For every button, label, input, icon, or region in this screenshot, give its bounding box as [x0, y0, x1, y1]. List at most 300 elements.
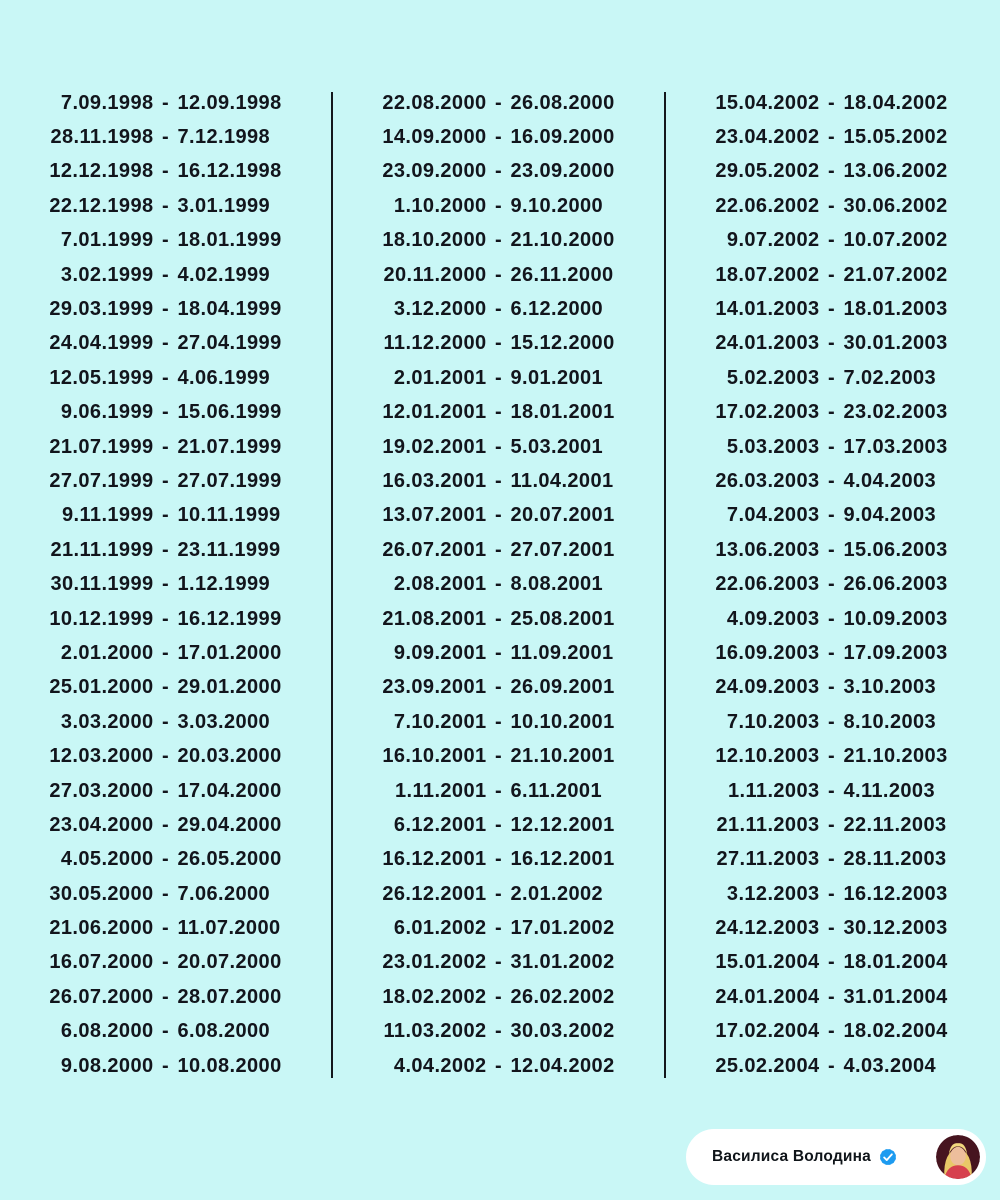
end-date: 12.04.2002	[510, 1054, 615, 1077]
date-separator: -	[161, 538, 170, 561]
start-date: 26.07.2000	[49, 985, 154, 1008]
start-date: 7.10.2001	[393, 710, 487, 733]
end-date: 28.11.2003	[843, 848, 947, 871]
end-date: 15.06.1999	[177, 401, 282, 424]
end-date: 18.04.2002	[843, 91, 948, 114]
start-date: 16.09.2003	[715, 641, 820, 664]
end-date: 4.04.2003	[843, 469, 937, 492]
end-date: 17.01.2000	[177, 641, 282, 664]
end-date: 28.07.2000	[177, 985, 282, 1008]
date-range-row	[0, 1015, 331, 1049]
end-date: 4.11.2003	[843, 779, 935, 802]
start-date: 30.05.2000	[49, 882, 154, 905]
date-range-row	[333, 636, 664, 670]
end-date: 22.11.2003	[843, 813, 947, 836]
end-date: 16.12.1998	[177, 160, 282, 183]
end-date: 11.07.2000	[177, 917, 281, 940]
date-range-row	[333, 189, 664, 223]
start-date: 4.04.2002	[393, 1054, 487, 1077]
end-date: 2.01.2002	[510, 882, 604, 905]
end-date: 15.12.2000	[510, 332, 615, 355]
end-date: 20.03.2000	[177, 745, 282, 768]
date-separator: -	[494, 951, 503, 974]
end-date: 6.12.2000	[510, 298, 604, 321]
date-separator: -	[161, 951, 170, 974]
start-date: 27.11.2003	[716, 848, 820, 871]
end-date: 20.07.2000	[177, 951, 282, 974]
start-date: 12.05.1999	[49, 366, 154, 389]
date-range-row	[0, 1049, 331, 1083]
start-date: 7.04.2003	[726, 504, 820, 527]
date-range-row	[333, 911, 664, 945]
start-date: 23.04.2002	[715, 126, 820, 149]
date-separator: -	[494, 298, 503, 321]
date-range-row	[0, 120, 331, 154]
end-date: 8.08.2001	[510, 573, 604, 596]
date-separator: -	[827, 573, 836, 596]
start-date: 18.10.2000	[382, 229, 487, 252]
date-list	[0, 86, 1000, 1083]
end-date: 4.02.1999	[177, 263, 271, 286]
date-range-row	[666, 877, 997, 911]
date-separator: -	[161, 469, 170, 492]
end-date: 26.06.2003	[843, 573, 948, 596]
date-separator: -	[161, 126, 170, 149]
start-date: 24.01.2004	[715, 985, 820, 1008]
date-range-row	[666, 636, 997, 670]
start-date: 12.01.2001	[382, 401, 487, 424]
end-date: 26.05.2000	[177, 848, 282, 871]
author-avatar	[936, 1135, 980, 1179]
date-range-row	[0, 464, 331, 498]
date-range-row	[666, 464, 997, 498]
date-separator: -	[161, 1054, 170, 1077]
date-separator: -	[827, 126, 836, 149]
author-badge-pill	[686, 1129, 986, 1185]
start-date: 27.07.1999	[49, 469, 154, 492]
date-range-row	[333, 1049, 664, 1083]
start-date: 24.09.2003	[715, 676, 820, 699]
start-date: 26.07.2001	[382, 538, 487, 561]
date-range-row	[333, 120, 664, 154]
date-separator: -	[161, 401, 170, 424]
start-date: 12.10.2003	[715, 745, 820, 768]
start-date: 15.04.2002	[715, 91, 820, 114]
date-range-row	[333, 808, 664, 842]
end-date: 26.11.2000	[510, 263, 614, 286]
date-range-row	[666, 567, 997, 601]
date-separator: -	[494, 641, 503, 664]
start-date: 9.07.2002	[726, 229, 820, 252]
date-separator: -	[827, 298, 836, 321]
date-separator: -	[161, 573, 170, 596]
end-date: 25.08.2001	[510, 607, 615, 630]
end-date: 8.10.2003	[843, 710, 937, 733]
end-date: 21.10.2001	[510, 745, 615, 768]
date-range-row	[666, 1049, 997, 1083]
end-date: 30.03.2002	[510, 1020, 615, 1043]
end-date: 5.03.2001	[510, 435, 604, 458]
start-date: 21.06.2000	[49, 917, 154, 940]
date-range-row	[333, 980, 664, 1014]
end-date: 11.04.2001	[510, 469, 614, 492]
date-separator: -	[494, 607, 503, 630]
date-range-row	[666, 155, 997, 189]
date-range-row	[666, 361, 997, 395]
start-date: 10.12.1999	[49, 607, 154, 630]
date-separator: -	[161, 813, 170, 836]
date-separator: -	[494, 91, 503, 114]
start-date: 3.03.2000	[60, 710, 154, 733]
end-date: 9.10.2000	[510, 194, 604, 217]
date-range-row	[0, 739, 331, 773]
start-date: 7.01.1999	[60, 229, 154, 252]
end-date: 31.01.2004	[843, 985, 948, 1008]
start-date: 3.02.1999	[60, 263, 154, 286]
start-date: 13.07.2001	[382, 504, 487, 527]
date-separator: -	[494, 1054, 503, 1077]
date-column-2	[333, 86, 664, 1083]
end-date: 6.08.2000	[177, 1020, 271, 1043]
end-date: 31.01.2002	[510, 951, 615, 974]
date-range-row	[666, 430, 997, 464]
date-range-row	[0, 292, 331, 326]
date-range-row	[333, 739, 664, 773]
end-date: 10.08.2000	[177, 1054, 282, 1077]
end-date: 29.04.2000	[177, 813, 282, 836]
date-separator: -	[827, 1020, 836, 1043]
start-date: 14.09.2000	[382, 126, 487, 149]
start-date: 1.11.2003	[728, 779, 820, 802]
start-date: 1.11.2001	[395, 779, 487, 802]
date-range-row	[333, 155, 664, 189]
end-date: 6.11.2001	[510, 779, 602, 802]
start-date: 24.01.2003	[715, 332, 820, 355]
date-range-row	[666, 499, 997, 533]
date-separator: -	[494, 917, 503, 940]
date-column-1	[0, 86, 331, 1083]
end-date: 18.01.1999	[177, 229, 282, 252]
date-separator: -	[161, 298, 170, 321]
date-separator: -	[161, 745, 170, 768]
date-range-row	[666, 602, 997, 636]
end-date: 3.10.2003	[843, 676, 937, 699]
date-separator: -	[494, 538, 503, 561]
date-separator: -	[827, 813, 836, 836]
date-separator: -	[161, 194, 170, 217]
end-date: 3.01.1999	[177, 194, 271, 217]
end-date: 10.10.2001	[510, 710, 615, 733]
date-separator: -	[827, 538, 836, 561]
date-separator: -	[827, 91, 836, 114]
date-range-row	[0, 327, 331, 361]
date-range-row	[666, 396, 997, 430]
date-range-row	[0, 396, 331, 430]
start-date: 5.02.2003	[726, 366, 820, 389]
date-separator: -	[827, 882, 836, 905]
end-date: 3.03.2000	[177, 710, 271, 733]
start-date: 2.08.2001	[393, 573, 487, 596]
end-date: 18.04.1999	[177, 298, 282, 321]
start-date: 18.02.2002	[382, 985, 487, 1008]
start-date: 26.03.2003	[715, 469, 820, 492]
date-separator: -	[827, 607, 836, 630]
date-separator: -	[494, 848, 503, 871]
start-date: 21.11.2003	[716, 813, 820, 836]
date-separator: -	[494, 745, 503, 768]
verified-icon	[878, 1147, 898, 1167]
date-range-row	[0, 224, 331, 258]
date-range-row	[666, 533, 997, 567]
end-date: 9.04.2003	[843, 504, 937, 527]
date-separator: -	[494, 263, 503, 286]
end-date: 30.06.2002	[843, 194, 948, 217]
start-date: 17.02.2004	[715, 1020, 820, 1043]
date-range-row	[666, 189, 997, 223]
start-date: 16.12.2001	[382, 848, 487, 871]
date-separator: -	[827, 229, 836, 252]
end-date: 7.02.2003	[843, 366, 937, 389]
start-date: 5.03.2003	[726, 435, 820, 458]
end-date: 26.09.2001	[510, 676, 615, 699]
date-separator: -	[161, 91, 170, 114]
start-date: 22.12.1998	[49, 194, 154, 217]
date-range-row	[666, 292, 997, 326]
end-date: 17.03.2003	[843, 435, 948, 458]
date-separator: -	[161, 435, 170, 458]
start-date: 25.01.2000	[49, 676, 154, 699]
date-range-row	[0, 843, 331, 877]
date-range-row	[666, 808, 997, 842]
start-date: 3.12.2000	[393, 298, 487, 321]
end-date: 27.04.1999	[177, 332, 282, 355]
date-range-row	[333, 499, 664, 533]
end-date: 18.01.2001	[510, 401, 615, 424]
date-separator: -	[494, 160, 503, 183]
date-separator: -	[827, 194, 836, 217]
date-range-row	[0, 567, 331, 601]
date-column-3	[666, 86, 997, 1083]
end-date: 1.12.1999	[177, 573, 271, 596]
end-date: 18.01.2004	[843, 951, 948, 974]
date-range-row	[333, 292, 664, 326]
end-date: 30.12.2003	[843, 917, 948, 940]
start-date: 16.10.2001	[382, 745, 487, 768]
date-range-row	[333, 464, 664, 498]
start-date: 9.11.1999	[62, 504, 154, 527]
start-date: 9.08.2000	[60, 1054, 154, 1077]
date-separator: -	[161, 332, 170, 355]
date-separator: -	[827, 710, 836, 733]
end-date: 20.07.2001	[510, 504, 615, 527]
date-range-row	[333, 567, 664, 601]
date-range-row	[333, 258, 664, 292]
end-date: 30.01.2003	[843, 332, 948, 355]
start-date: 7.09.1998	[60, 91, 154, 114]
date-separator: -	[494, 813, 503, 836]
date-separator: -	[827, 332, 836, 355]
date-separator: -	[161, 160, 170, 183]
start-date: 24.04.1999	[49, 332, 154, 355]
start-date: 26.12.2001	[382, 882, 487, 905]
date-range-row	[333, 361, 664, 395]
start-date: 11.03.2002	[383, 1020, 487, 1043]
date-separator: -	[161, 779, 170, 802]
date-range-row	[333, 843, 664, 877]
end-date: 13.06.2002	[843, 160, 948, 183]
start-date: 22.06.2003	[715, 573, 820, 596]
date-separator: -	[494, 229, 503, 252]
date-range-row	[0, 430, 331, 464]
start-date: 6.01.2002	[393, 917, 487, 940]
date-range-row	[666, 843, 997, 877]
date-range-row	[333, 86, 664, 120]
date-separator: -	[827, 469, 836, 492]
start-date: 9.09.2001	[393, 641, 487, 664]
start-date: 19.02.2001	[382, 435, 487, 458]
date-range-row	[0, 808, 331, 842]
start-date: 18.07.2002	[715, 263, 820, 286]
date-separator: -	[827, 1054, 836, 1077]
start-date: 6.12.2001	[393, 813, 487, 836]
date-range-row	[0, 705, 331, 739]
date-separator: -	[494, 194, 503, 217]
date-separator: -	[827, 917, 836, 940]
date-separator: -	[494, 435, 503, 458]
date-separator: -	[827, 951, 836, 974]
date-range-row	[0, 774, 331, 808]
start-date: 30.11.1999	[50, 573, 154, 596]
start-date: 15.01.2004	[715, 951, 820, 974]
date-separator: -	[161, 366, 170, 389]
date-separator: -	[161, 676, 170, 699]
start-date: 29.05.2002	[715, 160, 820, 183]
end-date: 21.10.2003	[843, 745, 948, 768]
date-separator: -	[827, 160, 836, 183]
date-separator: -	[161, 263, 170, 286]
date-separator: -	[494, 573, 503, 596]
author-name: Василиса Володина	[712, 1148, 872, 1165]
date-separator: -	[827, 366, 836, 389]
start-date: 20.11.2000	[383, 263, 487, 286]
date-separator: -	[161, 882, 170, 905]
date-range-row	[333, 602, 664, 636]
date-separator: -	[494, 985, 503, 1008]
end-date: 12.12.2001	[510, 813, 615, 836]
end-date: 26.08.2000	[510, 91, 615, 114]
date-range-row	[0, 877, 331, 911]
start-date: 23.09.2000	[382, 160, 487, 183]
date-separator: -	[827, 641, 836, 664]
date-range-row	[666, 946, 997, 980]
date-range-row	[666, 327, 997, 361]
end-date: 23.09.2000	[510, 160, 615, 183]
date-separator: -	[161, 710, 170, 733]
start-date: 23.04.2000	[49, 813, 154, 836]
date-separator: -	[827, 745, 836, 768]
start-date: 27.03.2000	[49, 779, 154, 802]
start-date: 11.12.2000	[383, 332, 487, 355]
start-date: 23.09.2001	[382, 676, 487, 699]
date-range-row	[0, 499, 331, 533]
end-date: 10.09.2003	[843, 607, 948, 630]
date-separator: -	[494, 882, 503, 905]
end-date: 23.02.2003	[843, 401, 948, 424]
date-range-row	[666, 980, 997, 1014]
date-separator: -	[827, 504, 836, 527]
date-range-row	[0, 911, 331, 945]
start-date: 2.01.2000	[60, 641, 154, 664]
date-range-row	[0, 189, 331, 223]
end-date: 17.04.2000	[177, 779, 282, 802]
start-date: 7.10.2003	[726, 710, 820, 733]
start-date: 28.11.1998	[50, 126, 154, 149]
date-separator: -	[494, 676, 503, 699]
end-date: 29.01.2000	[177, 676, 282, 699]
date-range-row	[0, 86, 331, 120]
end-date: 10.07.2002	[843, 229, 948, 252]
end-date: 11.09.2001	[510, 641, 614, 664]
date-separator: -	[827, 401, 836, 424]
end-date: 4.06.1999	[177, 366, 271, 389]
date-separator: -	[494, 779, 503, 802]
date-range-row	[666, 1015, 997, 1049]
start-date: 24.12.2003	[715, 917, 820, 940]
date-range-row	[333, 533, 664, 567]
date-range-row	[333, 396, 664, 430]
start-date: 21.07.1999	[49, 435, 154, 458]
date-separator: -	[827, 848, 836, 871]
end-date: 21.10.2000	[510, 229, 615, 252]
start-date: 21.08.2001	[382, 607, 487, 630]
end-date: 18.02.2004	[843, 1020, 948, 1043]
date-range-row	[333, 774, 664, 808]
start-date: 9.06.1999	[60, 401, 154, 424]
end-date: 16.12.2001	[510, 848, 615, 871]
start-date: 4.09.2003	[726, 607, 820, 630]
start-date: 14.01.2003	[715, 298, 820, 321]
end-date: 4.03.2004	[843, 1054, 937, 1077]
date-separator: -	[827, 435, 836, 458]
end-date: 12.09.1998	[177, 91, 282, 114]
date-range-row	[666, 774, 997, 808]
date-separator: -	[161, 848, 170, 871]
end-date: 10.11.1999	[177, 504, 281, 527]
date-range-row	[666, 911, 997, 945]
end-date: 27.07.1999	[177, 469, 282, 492]
date-range-row	[333, 327, 664, 361]
date-range-row	[666, 671, 997, 705]
start-date: 22.06.2002	[715, 194, 820, 217]
date-separator: -	[494, 504, 503, 527]
date-range-row	[0, 361, 331, 395]
start-date: 23.01.2002	[382, 951, 487, 974]
end-date: 16.12.2003	[843, 882, 948, 905]
date-range-row	[0, 636, 331, 670]
end-date: 15.05.2002	[843, 126, 948, 149]
date-separator: -	[161, 985, 170, 1008]
end-date: 23.11.1999	[177, 538, 281, 561]
end-date: 27.07.2001	[510, 538, 615, 561]
date-separator: -	[494, 710, 503, 733]
end-date: 17.09.2003	[843, 641, 948, 664]
date-range-row	[0, 946, 331, 980]
date-range-row	[333, 705, 664, 739]
date-separator: -	[494, 366, 503, 389]
date-range-row	[333, 877, 664, 911]
date-range-row	[0, 533, 331, 567]
start-date: 6.08.2000	[60, 1020, 154, 1043]
